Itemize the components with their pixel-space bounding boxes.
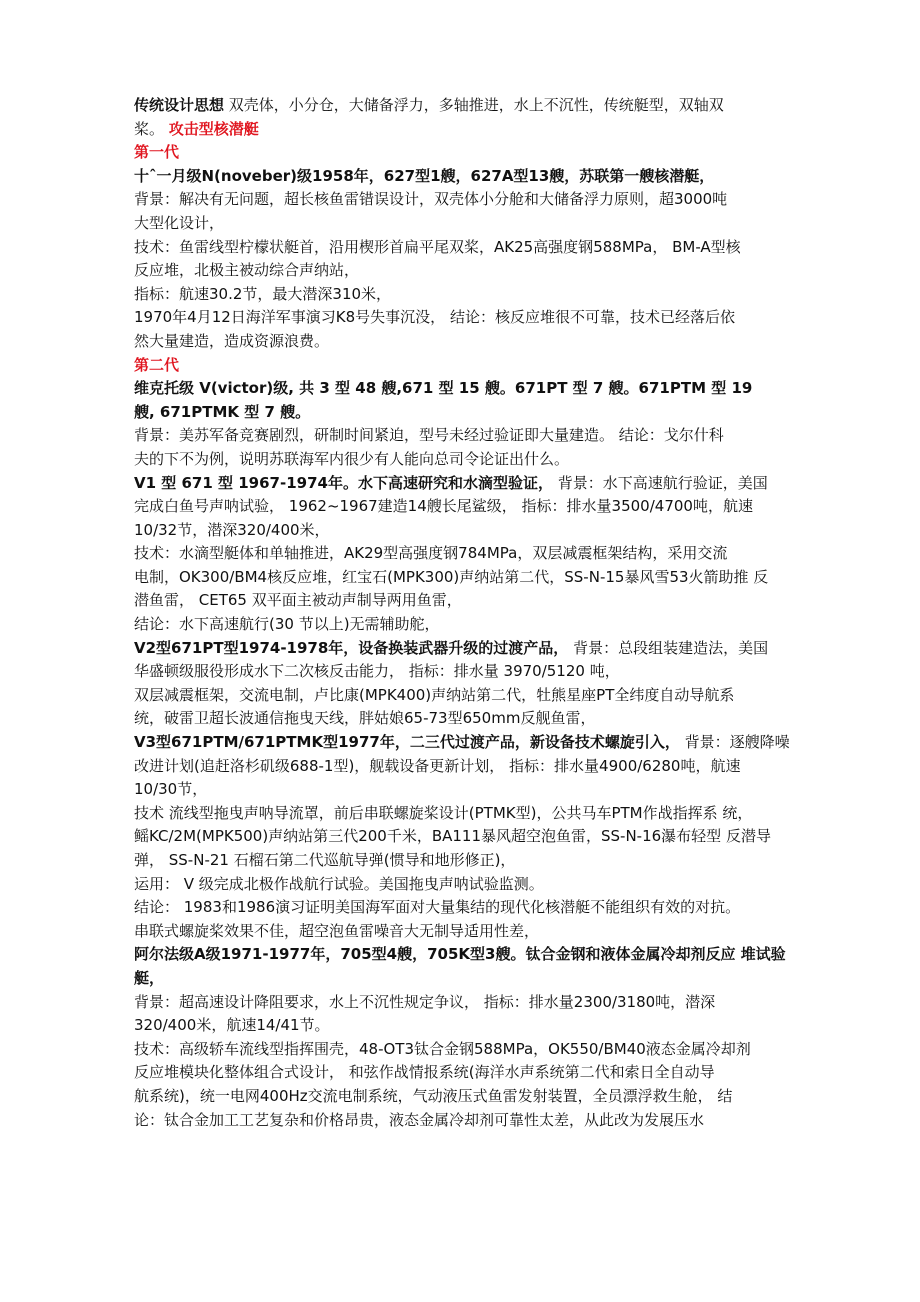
body-text: 技术 流线型拖曳声呐导流罩，前后串联螺旋桨设计(PTMK型)，公共马车PTM作战指挥系 统， <box>134 803 753 822</box>
text-line <box>134 519 770 543</box>
body-text: 背景：解决有无问题，超长核鱼雷错误设计，双壳体小分舱和大储备浮力原则，超3000吨 <box>134 190 728 209</box>
text-line <box>134 306 770 330</box>
bold-text: V1 型 671 型 1967-1974年。水下高速研究和水滴型验证， <box>134 473 553 492</box>
text-line <box>134 896 770 920</box>
text-line <box>134 1061 770 1085</box>
text-line <box>134 589 770 613</box>
text-line <box>134 377 770 401</box>
text-line <box>134 1014 770 1038</box>
body-text: 弹， SS-N-21 石榴石第二代巡航导弹(惯导和地形修正)， <box>134 851 516 869</box>
body-text: 1970年4月12日海洋军事演习K8号失事沉没， 结论：核反应堆很不可靠，技术已经落后依 <box>134 308 735 327</box>
text-line <box>134 236 770 260</box>
body-text: 电制，OK300/BM4核反应堆，红宝石(MPK300)声纳站第二代，SS-N-15暴风雪53火箭助推 反 <box>134 567 769 586</box>
text-line <box>134 802 770 826</box>
body-text: 背景：逐艘降噪 <box>679 733 790 752</box>
text-line <box>134 1109 770 1133</box>
body-text: 桨。 <box>134 119 169 138</box>
bold-text: V3型671PTM/671PTMK型1977年，二三代过渡产品，新设备技术螺旋引入， <box>134 733 680 752</box>
text-line <box>134 283 770 307</box>
body-text: 夫的下不为例，说明苏联海军内很少有人能向总司令论证出什么。 <box>134 449 570 468</box>
body-text: 潜鱼雷， CET65 双平面主被动声制导两用鱼雷， <box>134 591 462 610</box>
text-line <box>134 472 770 496</box>
text-line <box>134 401 770 425</box>
body-text: 反应堆模块化整体组合式设计， 和弦作战情报系统(海洋水声系统第二代和索日全自动导 <box>134 1063 715 1082</box>
text-line <box>134 448 770 472</box>
bold-text: 传统设计思想 <box>134 96 225 114</box>
text-line <box>134 849 770 873</box>
text-line <box>134 94 770 118</box>
body-text: 结论：水下高速航行(30 节以上)无需辅助舵， <box>134 615 440 634</box>
document-body <box>134 94 790 1132</box>
bold-text: 十ˆ一月级N(noveber)级1958年，627型1艘，627A型13艘，苏联第一艘核潜艇， <box>134 166 715 185</box>
body-text: 10/30节， <box>134 780 208 799</box>
body-text: 技术：高级轿车流线型指挥围壳，48-OT3钛合金钢588MPa，OK550/BM40液态金属冷却剂 <box>134 1039 751 1058</box>
text-line <box>134 1085 770 1109</box>
text-line <box>134 825 770 849</box>
bold-text: 艘, 671PTMK 型 7 艘。 <box>134 402 311 421</box>
body-text: 航系统)，统一电网400Hz交流电制系统，气动液压式鱼雷发射装置，全员漂浮救生舱， 结 <box>134 1086 733 1105</box>
section-heading: 第一代 <box>134 143 180 162</box>
body-text: 背景：总段组装建造法，美国 <box>568 638 769 657</box>
text-line <box>134 354 770 378</box>
text-line <box>134 212 770 236</box>
body-text: 结论： 1983和1986演习证明美国海军面对大量集结的现代化核潜艇不能组织有效的对抗。 <box>134 898 741 917</box>
text-line <box>134 424 770 448</box>
text-line <box>134 707 770 731</box>
body-text: 运用： V 级完成北极作战航行试验。美国拖曳声呐试验监测。 <box>134 874 544 893</box>
body-text: 大型化设计， <box>134 213 225 232</box>
text-line <box>134 542 770 566</box>
body-text: 指标：航速30.2节，最大潜深310米， <box>134 284 392 303</box>
text-line <box>134 967 770 991</box>
text-line <box>134 920 770 944</box>
body-text: 鳐KC/2M(MPK500)声纳站第三代200千米，BA111暴风超空泡鱼雷，SS-N-16瀑布轻型 反潜导 <box>134 827 771 846</box>
body-text: 320/400米，航速14/41节。 <box>134 1016 330 1035</box>
text-line <box>134 165 770 189</box>
text-line <box>134 943 786 967</box>
text-line <box>134 991 770 1015</box>
body-text: 背景：水下高速航行验证，美国 <box>552 473 768 492</box>
bold-text: 阿尔法级A级1971-1977年，705型4艘，705K型3艘。钛合金钢和液体金属冷却剂反应 堆试验 <box>134 945 786 964</box>
body-text: 反应堆，北极主被动综合声纳站， <box>134 261 360 280</box>
body-text: 统，破雷卫超长波通信拖曳天线，胖姑娘65-73型650mm反舰鱼雷， <box>134 709 596 728</box>
text-line <box>134 1038 770 1062</box>
body-text: 背景：超高速设计降阻要求，水上不沉性规定争议， 指标：排水量2300/3180吨，潜深 <box>134 992 716 1011</box>
text-line <box>134 188 770 212</box>
text-line <box>134 118 770 142</box>
bold-text: V2型671PT型1974-1978年，设备换装武器升级的过渡产品， <box>134 638 569 657</box>
body-text: 技术：水滴型艇体和单轴推进，AK29型高强度钢784MPa，双层减震框架结构，采用交流 <box>134 544 728 563</box>
body-text: 串联式螺旋桨效果不佳，超空泡鱼雷噪音大无制导适用性差， <box>134 921 540 940</box>
text-line <box>134 731 790 755</box>
text-line <box>134 141 770 165</box>
body-text: 改进计划(追赶洛杉矶级688-1型)，舰载设备更新计划， 指标：排水量4900/6280吨，航速 <box>134 756 741 775</box>
body-text: 双层减震框架，交流电制，卢比康(MPK400)声纳站第二代，牡熊星座PT全纬度自动导航系 <box>134 685 735 704</box>
text-line <box>134 660 770 684</box>
body-text: 论：钛合金加工工艺复杂和价格昂贵，液态金属冷却剂可靠性太差，从此改为发展压水 <box>134 1110 705 1129</box>
text-line <box>134 755 770 779</box>
body-text: 然大量建造，造成资源浪费。 <box>134 331 330 350</box>
body-text: 10/32节，潜深320/400米， <box>134 520 330 539</box>
text-line <box>134 778 770 802</box>
body-text: 完成白鱼号声呐试验， 1962~1967建造14艘长尾鲨级， 指标：排水量3500/4700吨，航速 <box>134 497 753 516</box>
section-heading: 攻击型核潜艇 <box>168 119 259 138</box>
text-line <box>134 330 770 354</box>
bold-text: 艇， <box>134 968 165 987</box>
text-line <box>134 873 770 897</box>
text-line <box>134 495 770 519</box>
body-text: 双壳体，小分仓，大储备浮力，多轴推进，水上不沉性，传统艇型，双轴双 <box>224 96 724 114</box>
body-text: 华盛顿级服役形成水下二次核反击能力， 指标：排水量 3970/5120 吨， <box>134 662 620 681</box>
text-line <box>134 613 770 637</box>
text-line <box>134 684 770 708</box>
bold-text: 维克托级 V(victor)级, 共 3 型 48 艘,671 型 15 艘。671PT 型 7 艘。671PTM 型 19 <box>134 379 753 398</box>
text-line <box>134 637 770 661</box>
body-text: 技术：鱼雷线型柠檬状艇首，沿用楔形首扁平尾双桨，AK25高强度钢588MPa， BM-A型核 <box>134 237 741 256</box>
text-line <box>134 259 770 283</box>
text-line <box>134 566 770 590</box>
section-heading: 第二代 <box>134 355 180 374</box>
body-text: 背景：美苏军备竞赛剧烈，研制时间紧迫，型号未经过验证即大量建造。 结论：戈尔什科 <box>134 426 724 445</box>
